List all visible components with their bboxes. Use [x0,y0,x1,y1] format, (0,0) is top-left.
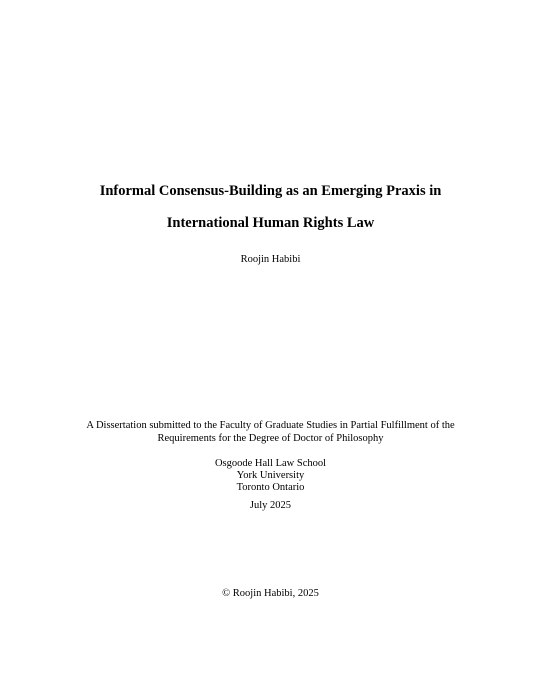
submission-date: July 2025 [249,500,292,511]
location: Toronto Ontario [236,482,305,493]
submission-statement-line-2: Requirements for the Degree of Doctor of Philosophy [157,433,384,444]
author-name: Roojin Habibi [240,254,301,265]
submission-statement-line-1: A Dissertation submitted to the Faculty of Graduate Studies in Partial Fulfillment of the [86,420,455,431]
university-name: York University [236,470,305,481]
title-line-1: Informal Consensus-Building as an Emerging Praxis in [99,183,442,199]
school-name: Osgoode Hall Law School [214,458,327,469]
copyright-notice: © Roojin Habibi, 2025 [222,588,319,599]
title-line-2: International Human Rights Law [166,215,375,231]
